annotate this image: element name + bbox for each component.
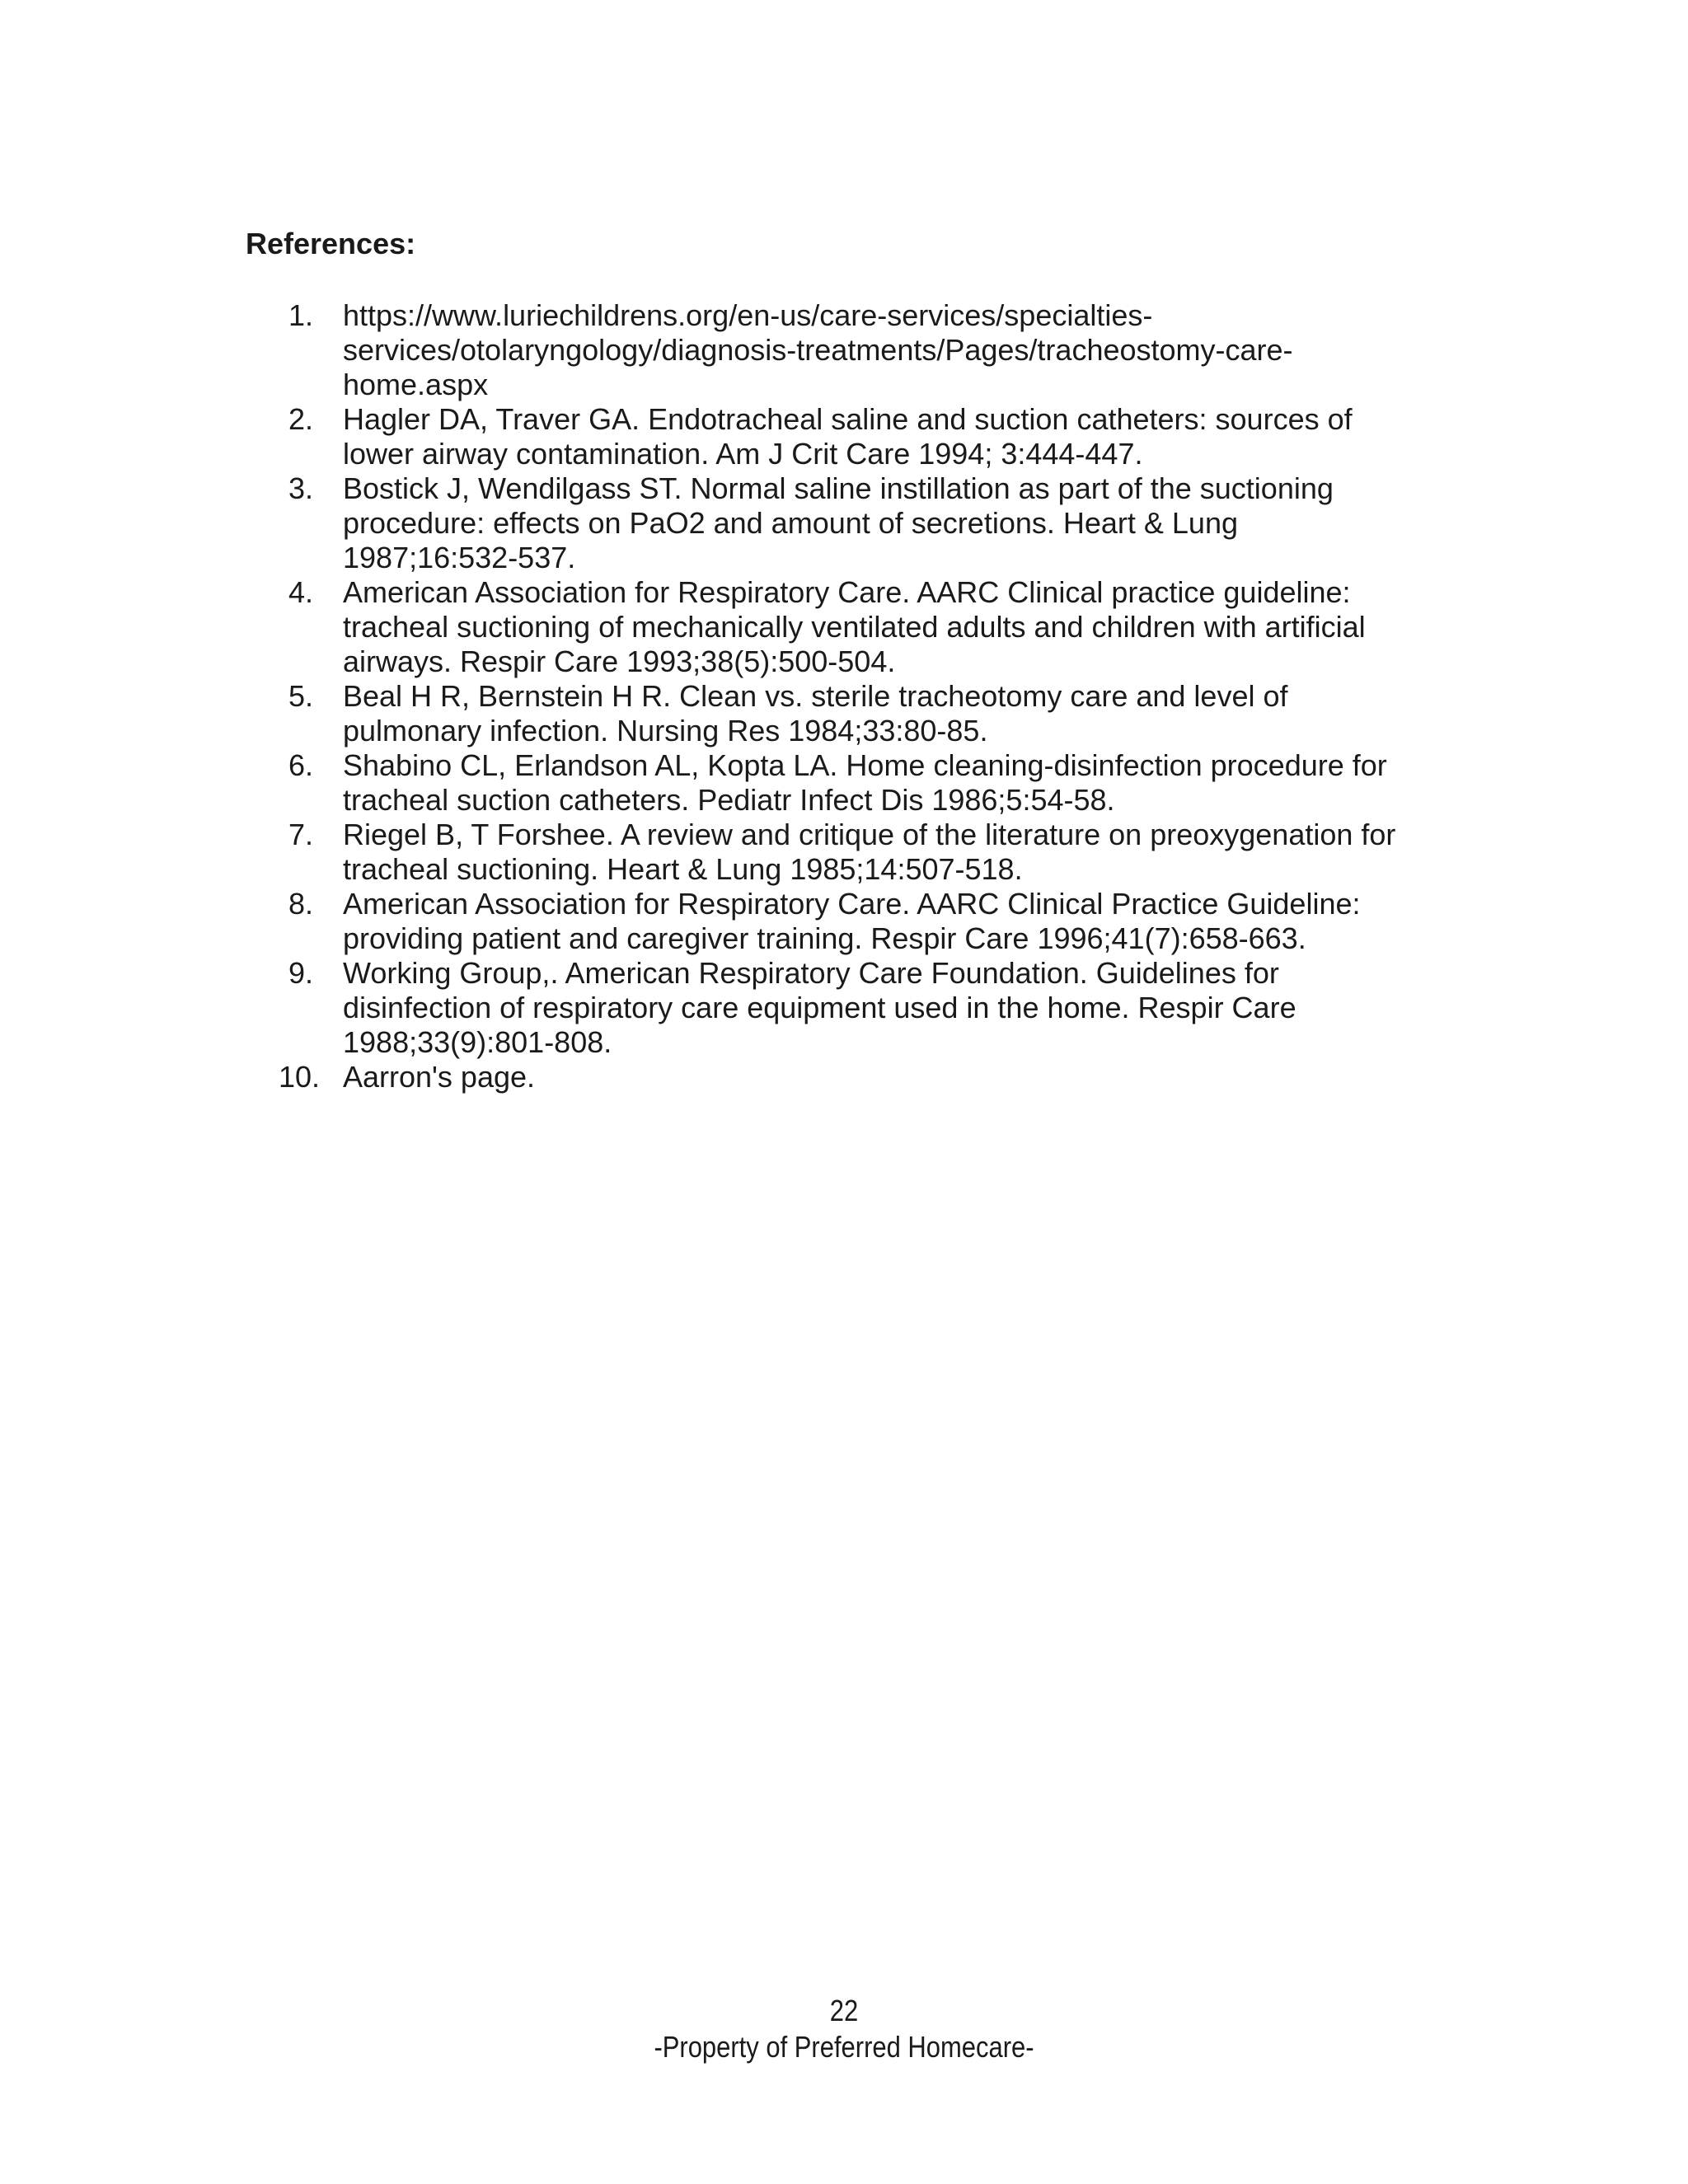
reference-item-1 [288,298,1442,402]
reference-text: Hagler DA, Traver GA. Endotracheal saline and suction catheters: sources of lower airway contamination. Am J Crit Care 1994; 3:444-447. [343,402,1353,471]
reference-item-3 [288,471,1442,575]
reference-item-4 [288,575,1442,679]
references-heading: References: [246,227,416,260]
reference-number: 6. [288,748,314,782]
reference-text: Riegel B, T Forshee. A review and critique of the literature on preoxygenation for tracheal suctioning. Heart & Lung 1985;14:507-518. [343,818,1396,886]
reference-text: Beal H R, Bernstein H R. Clean vs. sterile tracheotomy care and level of pulmonary infection. Nursing Res 1984;33:80-85. [343,679,1288,748]
reference-number: 10. [279,1060,321,1094]
reference-item-5 [288,679,1442,748]
reference-number: 1. [288,298,314,332]
footer-note: -Property of Preferred Homecare- [654,2030,1034,2064]
reference-number: 9. [288,956,314,990]
reference-number: 5. [288,679,314,713]
reference-text: American Association for Respiratory Care. AARC Clinical Practice Guideline: providing patient and caregiver training. Respir Care 1996;41(7):658-663. [343,887,1361,955]
reference-item-6 [288,748,1442,818]
reference-text: Working Group,. American Respiratory Care Foundation. Guidelines for disinfection of respiratory care equipment used in the home. Respir Care 1988;33(9):801-808. [343,956,1296,1059]
reference-number: 3. [288,471,314,505]
reference-text: American Association for Respiratory Care. AARC Clinical practice guideline: tracheal suctioning of mechanically ventilated adults and children with artificial airways. Respir Care 1993;38(5):500-504. [343,575,1366,678]
reference-item-2 [288,402,1442,471]
reference-text: Shabino CL, Erlandson AL, Kopta LA. Home cleaning-disinfection procedure for tracheal suction catheters. Pediatr Infect Dis 1986;5:54-58. [343,748,1387,817]
references-list [279,298,1442,1094]
reference-text: Bostick J, Wendilgass ST. Normal saline instillation as part of the suctioning procedure: effects on PaO2 and amount of secretions. Heart & Lung 1987;16:532-537. [343,471,1334,574]
reference-number: 4. [288,575,314,609]
page-number: 22 [829,1994,859,2027]
reference-item-7 [288,818,1442,887]
reference-number: 2. [288,402,314,436]
reference-item-10 [279,1060,1442,1094]
reference-text: Aarron's page. [343,1060,536,1094]
reference-number: 8. [288,887,314,921]
reference-text: https://www.luriechildrens.org/en-us/care-services/specialties- services/otolaryngology/diagnosis-treatments/Pages/tracheostomy-care- home.aspx [343,298,1293,401]
reference-item-8 [288,887,1442,956]
reference-number: 7. [288,818,314,851]
reference-item-9 [288,956,1442,1060]
